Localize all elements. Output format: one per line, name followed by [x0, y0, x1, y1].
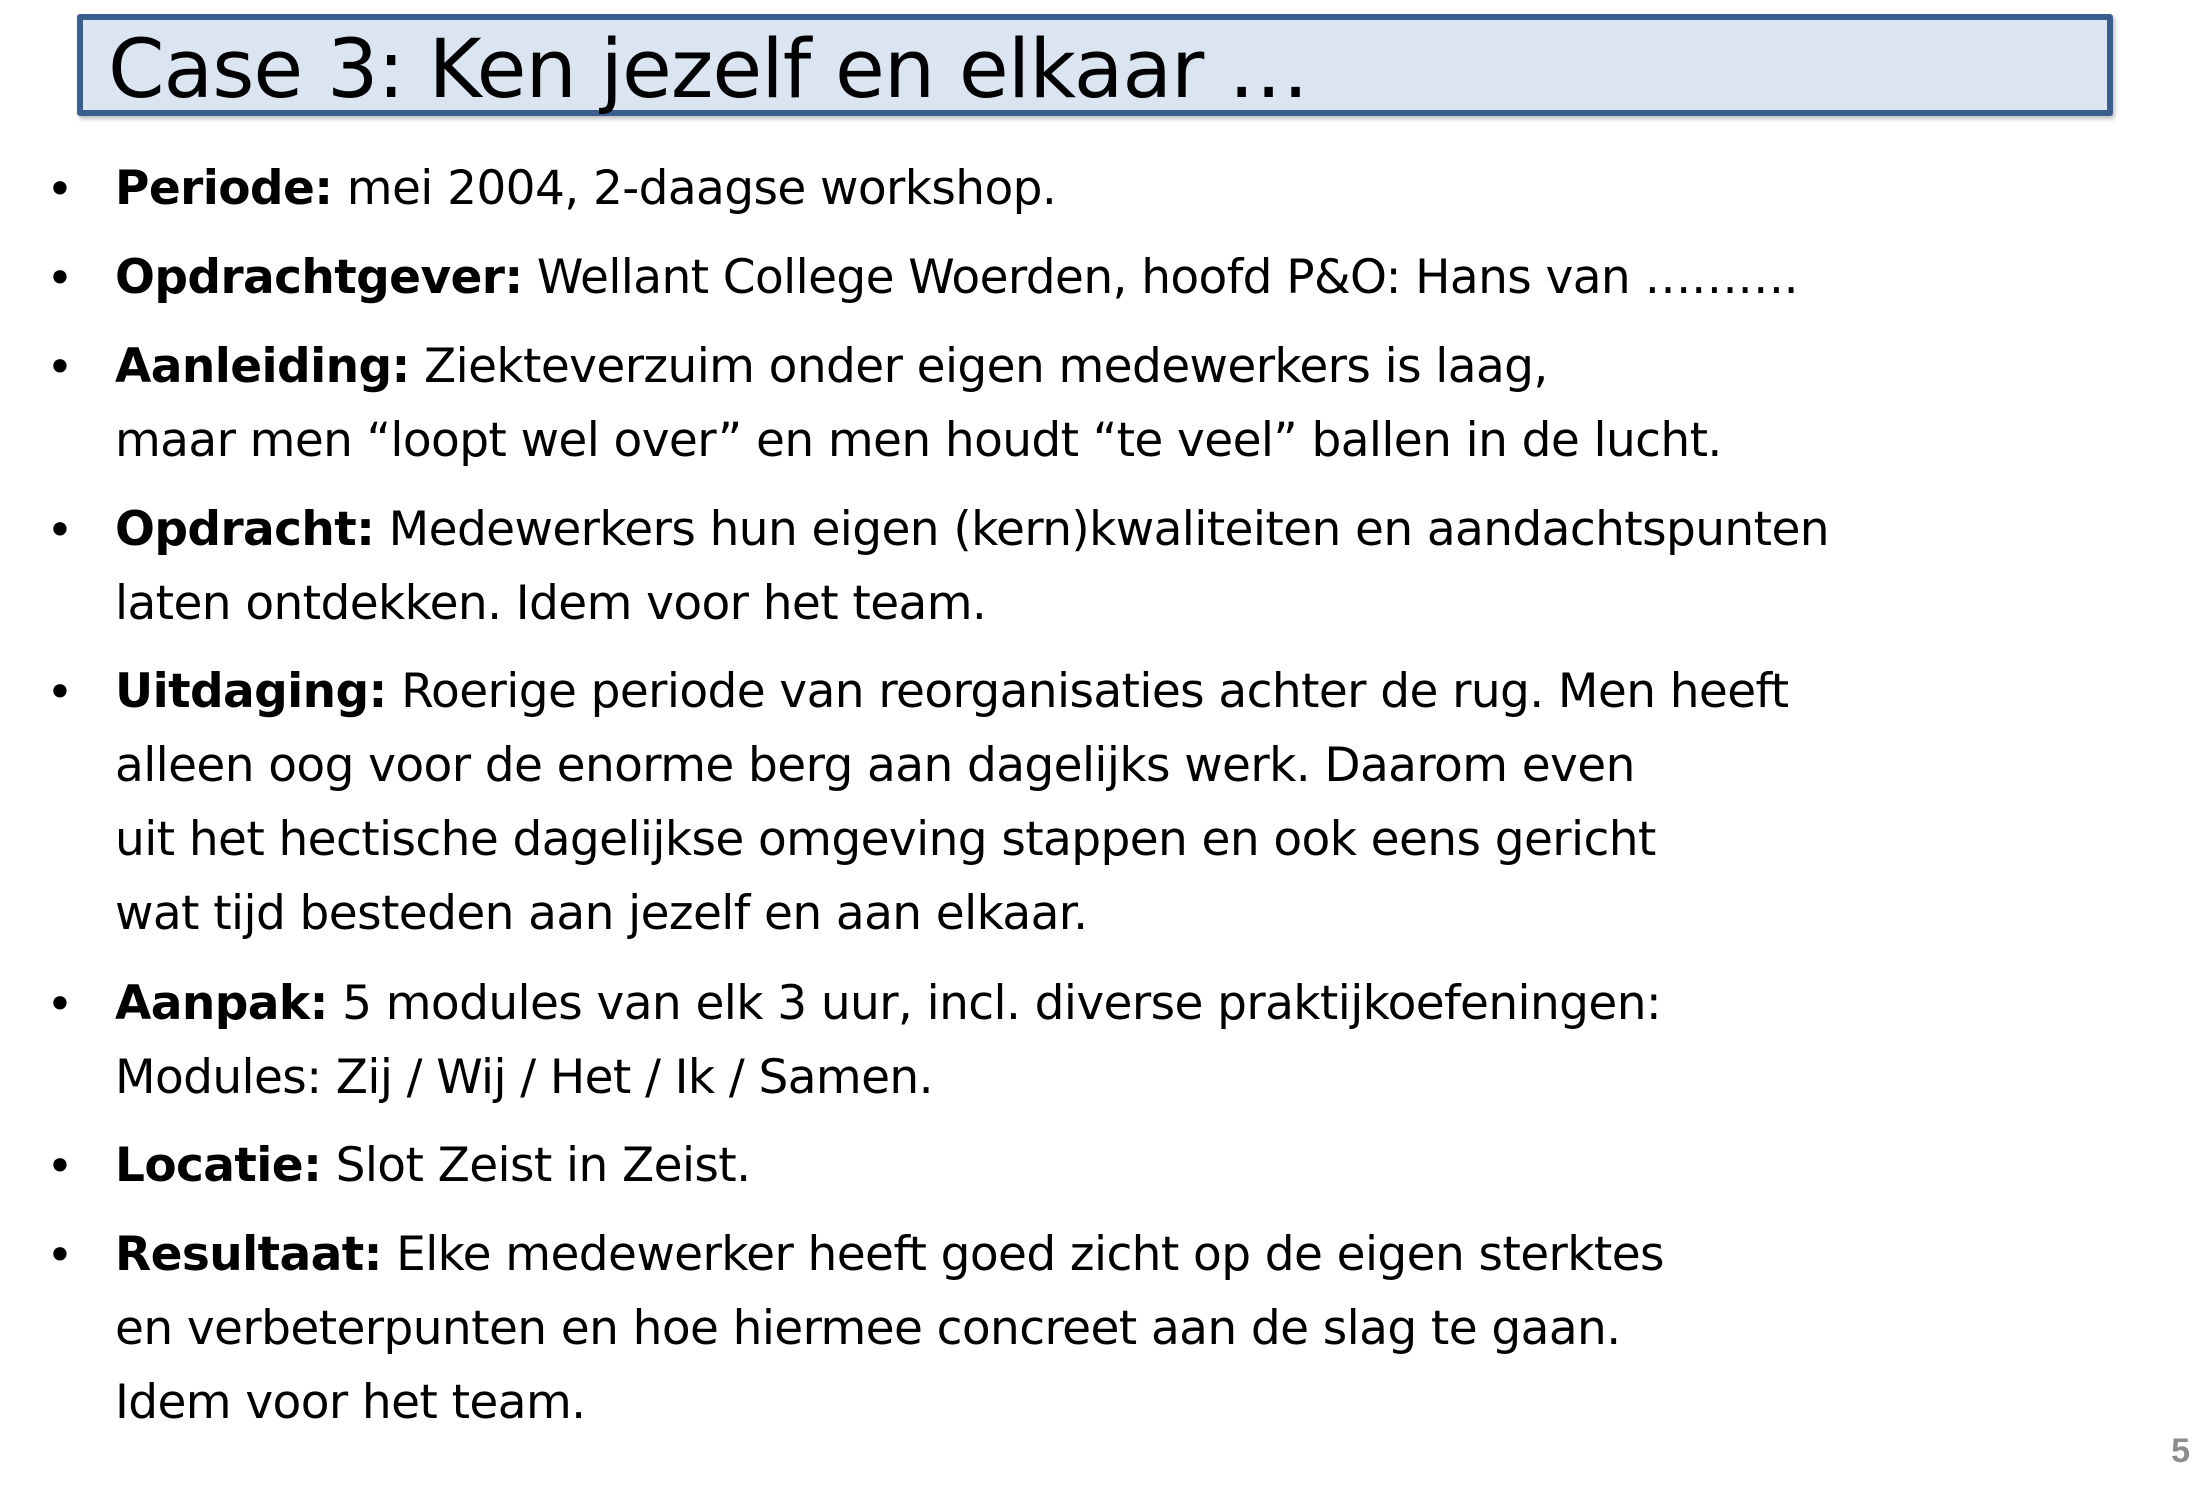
bullet-dot-icon: • — [46, 340, 74, 394]
bullet-text — [115, 241, 2115, 315]
bullet-label: Aanleiding: — [115, 339, 410, 394]
bullet-line-text: mei 2004, 2-daagse workshop. — [346, 161, 1057, 216]
bullet-line: en verbeterpunten en hoe hiermee concreet aan de slag te gaan. — [115, 1301, 1621, 1356]
bullet-line-text: Medewerkers hun eigen (kern)kwaliteiten en aandachtspunten — [388, 502, 1829, 557]
bullet-line: Idem voor het team. — [115, 1375, 586, 1430]
bullet-line-text: Elke medewerker heeft goed zicht op de eigen sterktes — [396, 1227, 1664, 1282]
bullet-label: Resultaat: — [115, 1227, 382, 1282]
bullet-text — [115, 1218, 2115, 1440]
bullet-text — [115, 967, 2115, 1115]
bullet-line: Modules: Zij / Wij / Het / Ik / Samen. — [115, 1050, 933, 1105]
bullet-text — [115, 493, 2115, 641]
bullet-line — [115, 1218, 2115, 1292]
bullet-line: wat tijd besteden aan jezelf en aan elkaar. — [115, 886, 1088, 941]
bullet-dot-icon: • — [46, 977, 74, 1031]
bullet-label: Opdrachtgever: — [115, 250, 523, 305]
bullet-label: Aanpak: — [115, 976, 328, 1031]
bullet-line — [115, 655, 2115, 729]
bullet-line — [115, 1129, 2115, 1203]
bullet-line — [115, 330, 2115, 404]
bullet-dot-icon: • — [46, 162, 74, 216]
bullet-line: alleen oog voor de enorme berg aan dagelijks werk. Daarom even — [115, 738, 1635, 793]
bullet-line-text: 5 modules van elk 3 uur, incl. diverse praktijkoefeningen: — [342, 976, 1662, 1031]
page-number: 5 — [2171, 1432, 2190, 1470]
bullet-label: Periode: — [115, 161, 333, 216]
bullet-text — [115, 330, 2115, 478]
bullet-label: Uitdaging: — [115, 664, 387, 719]
bullet-line — [115, 241, 2115, 315]
bullet-line-text: Ziekteverzuim onder eigen medewerkers is laag, — [424, 339, 1548, 394]
bullet-dot-icon: • — [46, 1139, 74, 1193]
bullet-text — [115, 1129, 2115, 1203]
bullet-line — [115, 493, 2115, 567]
bullet-line-text: Slot Zeist in Zeist. — [335, 1138, 751, 1193]
bullet-line-text: Wellant College Woerden, hoofd P&O: Hans van ………. — [536, 250, 1798, 305]
bullet-line-text: Roerige periode van reorganisaties achter de rug. Men heeft — [401, 664, 1789, 719]
bullet-label: Locatie: — [115, 1138, 322, 1193]
bullet-dot-icon: • — [46, 665, 74, 719]
bullet-dot-icon: • — [46, 503, 74, 557]
bullet-line: maar men “loopt wel over” en men houdt “te veel” ballen in de lucht. — [115, 413, 1722, 468]
slide-title: Case 3: Ken jezelf en elkaar … — [108, 23, 1309, 117]
bullet-text — [115, 655, 2115, 951]
bullet-line — [115, 152, 2115, 226]
bullet-line: uit het hectische dagelijkse omgeving stappen en ook eens gericht — [115, 812, 1656, 867]
bullet-line: laten ontdekken. Idem voor het team. — [115, 576, 987, 631]
bullet-dot-icon: • — [46, 1228, 74, 1282]
bullet-label: Opdracht: — [115, 502, 375, 557]
bullet-text — [115, 152, 2115, 226]
bullet-dot-icon: • — [46, 251, 74, 305]
bullet-line — [115, 967, 2115, 1041]
